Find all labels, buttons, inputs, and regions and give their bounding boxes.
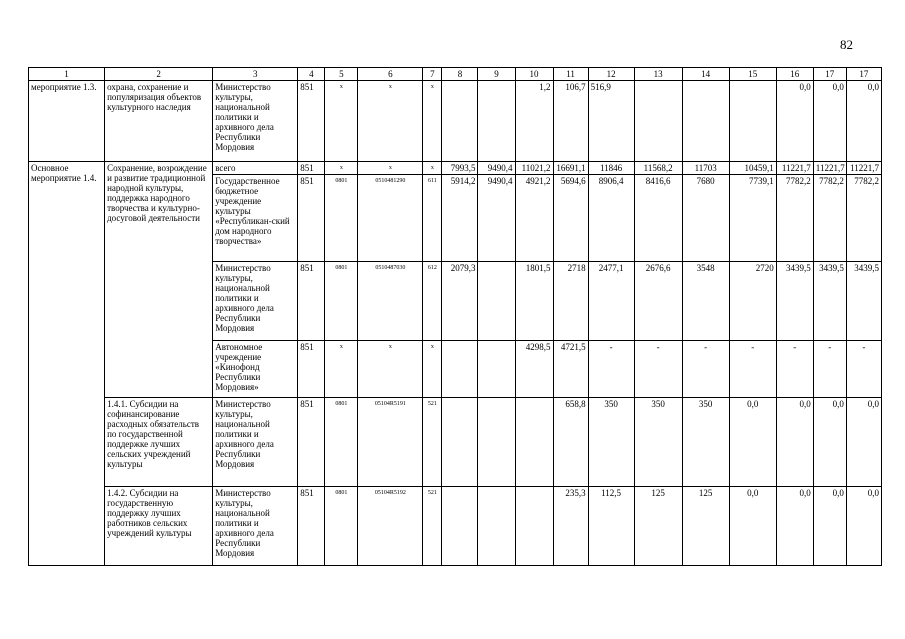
header-cell: 17 [813,68,846,81]
grbs-code: 851 [298,262,325,341]
value-cell [478,487,515,566]
value-cell [682,81,729,162]
value-cell: 16691,1 [553,162,588,175]
value-cell: - [729,341,776,398]
section-code: 0801 [325,398,358,487]
value-cell: 0,0 [846,398,881,487]
section-code: 0801 [325,175,358,262]
value-cell: 2720 [729,262,776,341]
budget-table [28,67,882,566]
header-cell: 6 [358,68,423,81]
grbs-code: 851 [298,487,325,566]
header-row [29,68,882,81]
header-cell: 17 [846,68,881,81]
value-cell: 0,0 [813,81,846,162]
executor: Министерство культуры, национальной политики и архивного дела Республики Мордовия [213,262,298,341]
value-cell [442,81,478,162]
value-cell: 0,0 [776,81,813,162]
value-cell: 11221,7 [776,162,813,175]
value-cell: 9490,4 [478,175,515,262]
value-cell: 4721,5 [553,341,588,398]
section-code: 0801 [325,487,358,566]
header-cell: 14 [682,68,729,81]
value-cell: 11021,2 [515,162,553,175]
expense-code: x [423,341,442,398]
event-name: мероприятие 1.3. [29,81,105,162]
value-cell: 11221,7 [813,162,846,175]
table-row [29,487,882,566]
executor: Государственное бюджетное учреждение культуры «Республикан-ский дом народного творчества» [213,175,298,262]
value-cell [478,81,515,162]
value-cell: 7739,1 [729,175,776,262]
value-cell: 7993,5 [442,162,478,175]
value-cell: 4921,2 [515,175,553,262]
target-code: 0510487030 [358,262,423,341]
event-name: Основное мероприятие 1.4. [29,162,105,566]
value-cell: 0,0 [846,487,881,566]
value-cell: - [682,341,729,398]
value-cell [729,81,776,162]
target-code: x [358,162,423,175]
value-cell [478,262,515,341]
value-cell: 2676,6 [634,262,682,341]
value-cell: 0,0 [729,487,776,566]
table-row [29,398,882,487]
value-cell: 2477,1 [588,262,634,341]
value-cell: 658,8 [553,398,588,487]
header-cell: 8 [442,68,478,81]
value-cell: 4298,5 [515,341,553,398]
grbs-code: 851 [298,341,325,398]
header-cell: 15 [729,68,776,81]
grbs-code: 851 [298,81,325,162]
value-cell [442,341,478,398]
value-cell: 11221,7 [846,162,881,175]
value-cell: - [846,341,881,398]
value-cell: 350 [682,398,729,487]
header-cell: 2 [105,68,213,81]
executor: Министерство культуры, национальной политики и архивного дела Республики Мордовия [213,487,298,566]
value-cell: 11846 [588,162,634,175]
target-code: x [358,341,423,398]
target-code: 0510481290 [358,175,423,262]
expense-code: 611 [423,175,442,262]
value-cell: 235,3 [553,487,588,566]
section-code: x [325,341,358,398]
value-cell: 3439,5 [813,262,846,341]
value-cell: 3548 [682,262,729,341]
value-cell: 5914,2 [442,175,478,262]
value-cell: 5694,6 [553,175,588,262]
executor: Министерство культуры, национальной политики и архивного дела Республики Мордовия [213,398,298,487]
header-cell: 5 [325,68,358,81]
value-cell: 3439,5 [776,262,813,341]
value-cell: 7782,2 [776,175,813,262]
header-cell: 3 [213,68,298,81]
value-cell: 2718 [553,262,588,341]
value-cell: 7680 [682,175,729,262]
page-number: 82 [840,37,853,52]
header-cell: 1 [29,68,105,81]
header-cell: 7 [423,68,442,81]
event-description: Сохранение, возрождение и развитие традиционной народной культуры, поддержка народного творчества и культурно-досуговой деятельности [105,162,213,398]
header-cell: 4 [298,68,325,81]
value-cell: 0,0 [776,487,813,566]
value-cell [634,81,682,162]
table-row [29,81,882,162]
expense-code: x [423,81,442,162]
target-code: 05104R5192 [358,487,423,566]
value-cell: 8906,4 [588,175,634,262]
value-cell: 125 [634,487,682,566]
executor: всего [213,162,298,175]
value-cell: 3439,5 [846,262,881,341]
header-cell: 11 [553,68,588,81]
value-cell: - [813,341,846,398]
expense-code: x [423,162,442,175]
value-cell: 112,5 [588,487,634,566]
value-cell: 11568,2 [634,162,682,175]
value-cell: 106,7 [553,81,588,162]
value-cell: 125 [682,487,729,566]
value-cell: 11703 [682,162,729,175]
value-cell [478,341,515,398]
value-cell: - [634,341,682,398]
grbs-code: 851 [298,398,325,487]
header-cell: 10 [515,68,553,81]
value-cell: 7782,2 [813,175,846,262]
executor: Автономное учреждение «Кинофонд Республики Мордовия» [213,341,298,398]
header-cell: 9 [478,68,515,81]
section-code: 0801 [325,262,358,341]
header-cell: 13 [634,68,682,81]
value-cell [478,398,515,487]
expense-code: 612 [423,262,442,341]
value-cell: 1801,5 [515,262,553,341]
grbs-code: 851 [298,175,325,262]
value-cell: 0,0 [813,398,846,487]
table-row [29,162,882,175]
section-code: x [325,162,358,175]
value-cell: 0,0 [813,487,846,566]
value-cell: 7782,2 [846,175,881,262]
header-cell: 12 [588,68,634,81]
value-cell: 9490,4 [478,162,515,175]
value-cell: 8416,6 [634,175,682,262]
grbs-code: 851 [298,162,325,175]
header-cell: 16 [776,68,813,81]
value-cell: 10459,1 [729,162,776,175]
value-cell: 0,0 [776,398,813,487]
value-cell: 2079,3 [442,262,478,341]
section-code: x [325,81,358,162]
event-description: охрана, сохранение и популяризация объектов культурного наследия [105,81,213,162]
value-cell [515,398,553,487]
value-cell: 516,9 [588,81,634,162]
value-cell: 1,2 [515,81,553,162]
target-code: x [358,81,423,162]
value-cell: - [776,341,813,398]
value-cell: 350 [588,398,634,487]
executor: Министерство культуры, национальной политики и архивного дела Республики Мордовия [213,81,298,162]
event-description: 1.4.1. Субсидии на софинансирование расходных обязательств по государственной поддержке лучших сельских учреждений культуры [105,398,213,487]
value-cell: 350 [634,398,682,487]
event-description: 1.4.2. Субсидии на государственную поддержку лучших работников сельских учреждений культуры [105,487,213,566]
expense-code: 521 [423,487,442,566]
target-code: 05104R5191 [358,398,423,487]
value-cell: - [588,341,634,398]
value-cell [442,398,478,487]
value-cell: 0,0 [846,81,881,162]
value-cell [442,487,478,566]
value-cell [515,487,553,566]
expense-code: 521 [423,398,442,487]
value-cell: 0,0 [729,398,776,487]
